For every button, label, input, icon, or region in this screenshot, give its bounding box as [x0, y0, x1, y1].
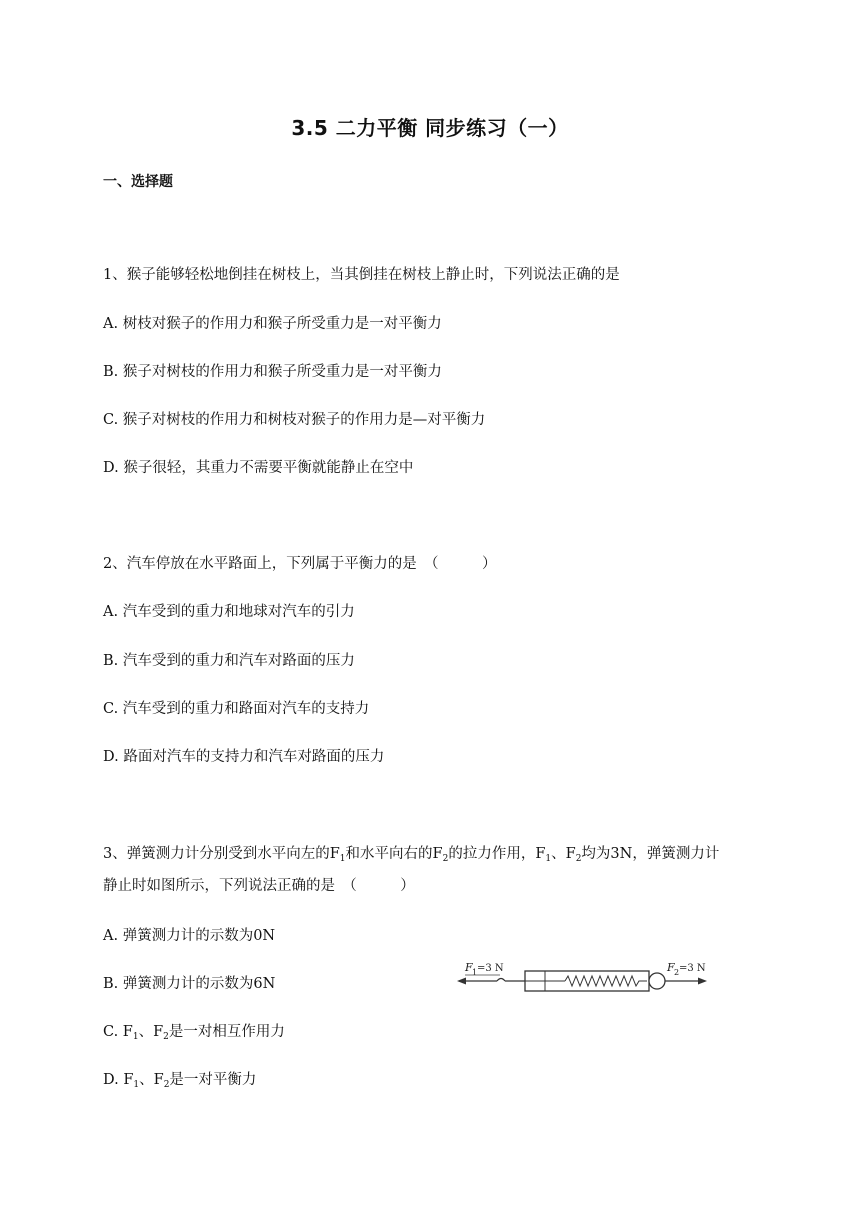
f2-subscript: 2 [674, 968, 680, 977]
left-arrow-head [457, 978, 466, 985]
question-2-option-a: A. 汽车受到的重力和地球对汽车的引力 [103, 604, 355, 620]
question-1-option-b: B. 猴子对树枝的作用力和猴子所受重力是一对平衡力 [103, 364, 442, 380]
q3-stem-part: 的拉力作用，F [448, 846, 546, 862]
f2-value: =3 N [679, 963, 706, 974]
page-title: 3.5 二力平衡 同步练习（一） [291, 116, 569, 140]
question-2-option-c: C. 汽车受到的重力和路面对汽车的支持力 [103, 701, 370, 717]
spring-scale-figure [455, 955, 710, 1003]
subscript: 1 [339, 854, 346, 864]
f2-symbol: F [667, 961, 675, 974]
question-3-stem-line-1 [103, 844, 719, 864]
subscript: 1 [545, 854, 552, 864]
q3-stem-part: 3、弹簧测力计分别受到水平向左的F [103, 846, 340, 862]
question-1-option-a: A. 树枝对猴子的作用力和猴子所受重力是一对平衡力 [103, 316, 442, 332]
subscript: 2 [163, 1080, 170, 1090]
scale-ring [649, 973, 665, 989]
option-part: 、F [139, 1072, 164, 1088]
option-part: C. F [103, 1024, 133, 1040]
f1-symbol: F [465, 961, 473, 974]
question-3-stem-line-2: 静止时如图所示，下列说法正确的是 （ ） [103, 878, 415, 894]
subscript: 2 [163, 1032, 169, 1042]
option-part: 是一对相互作用力 [168, 1024, 285, 1040]
question-2-option-d: D. 路面对汽车的支持力和汽车对路面的压力 [103, 749, 385, 765]
subscript: 1 [133, 1080, 140, 1090]
option-part: D. F [103, 1072, 134, 1088]
question-2-stem: 2、汽车停放在水平路面上，下列属于平衡力的是 （ ） [103, 556, 497, 572]
question-1-stem: 1、猴子能够轻松地倒挂在树枝上，当其倒挂在树枝上静止时，下列说法正确的是 [103, 267, 620, 283]
question-3-option-c [103, 1022, 285, 1042]
f1-value: =3 N [477, 963, 504, 974]
question-1-option-c: C. 猴子对树枝的作用力和树枝对猴子的作用力是—对平衡力 [103, 412, 486, 428]
option-part: 是一对平衡力 [169, 1072, 257, 1088]
question-3-option-b: B. 弹簧测力计的示数为6N [103, 976, 276, 992]
f1-subscript: 1 [472, 968, 478, 977]
left-hook [497, 979, 505, 982]
option-part: 、F [138, 1024, 164, 1040]
question-3-option-a: A. 弹簧测力计的示数为0N [103, 928, 276, 944]
question-3-option-d [103, 1070, 256, 1090]
q3-stem-part: 和水平向右的F [345, 846, 443, 862]
subscript: 2 [575, 854, 582, 864]
q3-stem-part: 均为3N，弹簧测力计 [581, 846, 720, 862]
subscript: 2 [442, 854, 449, 864]
subscript: 1 [132, 1032, 139, 1042]
section-heading: 一、选择题 [103, 174, 173, 190]
q3-stem-part: 、F [551, 846, 576, 862]
question-1-option-d: D. 猴子很轻，其重力不需要平衡就能静止在空中 [103, 460, 414, 476]
right-arrow-head [698, 978, 707, 985]
question-2-option-b: B. 汽车受到的重力和汽车对路面的压力 [103, 653, 355, 669]
